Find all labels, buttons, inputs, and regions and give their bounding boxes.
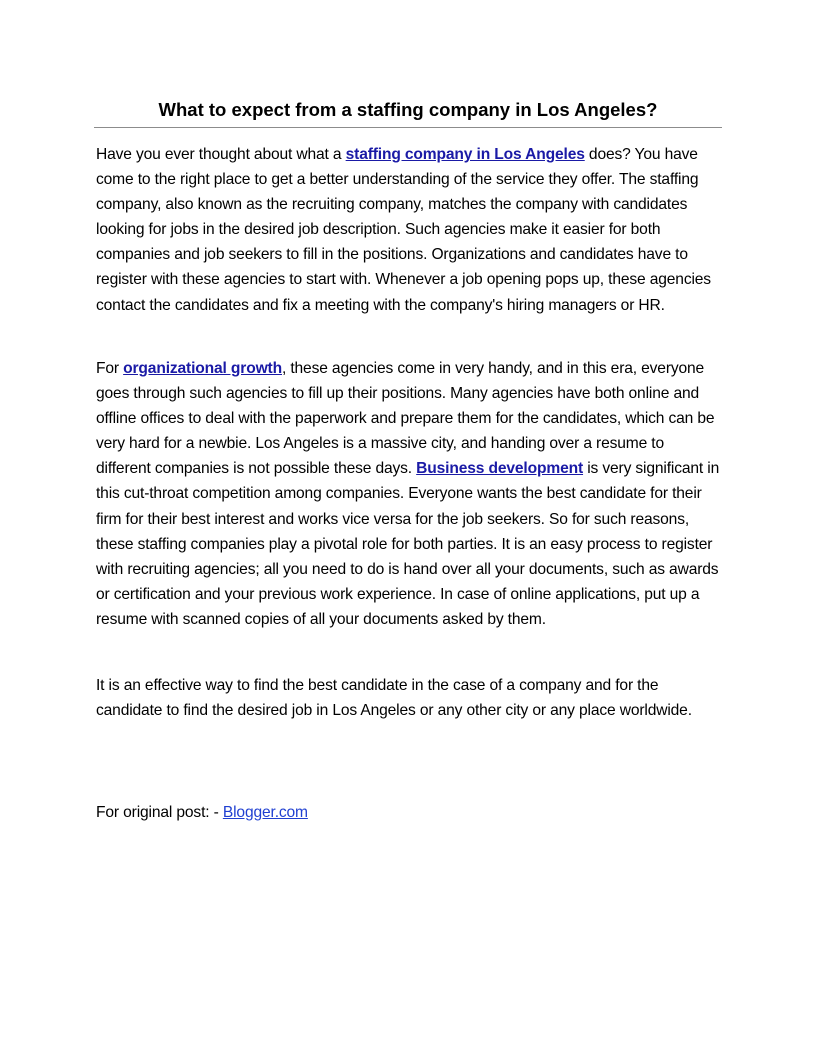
original-post-footer — [96, 800, 722, 825]
footer-label: For original post: - — [96, 804, 223, 821]
blogger-link[interactable]: Blogger.com — [222, 804, 308, 821]
organizational-growth-link[interactable]: organizational growth — [123, 360, 282, 377]
paragraph-1-body: does? You have come to the right place to get a better understanding of the service they offer. The staffing company, also known as the recruiting company, matches the company with candidates looking for jobs in the desired job description. Such agencies make it easier for both companies and job seekers to fill in the positions. Organizations and candidates have to register with these agencies to start with. Whenever a job opening pops up, these agencies contact the candidates and fix a meeting with the company's hiring managers or HR. — [96, 146, 711, 314]
paragraph-2-intro: For — [96, 360, 124, 377]
paragraph-1 — [96, 142, 722, 318]
paragraph-2-body: is very significant in this cut-throat competition among companies. Everyone wants the best candidate for their firm for their best interest and works vice versa for the job seekers. So for such reasons, these staffing companies play a pivotal role for both parties. It is an easy process to register with recruiting agencies; all you need to do is hand over all your documents, such as awards or certification and your previous work experience. In case of online applications, put up a resume with scanned copies of all your documents asked by them. — [96, 460, 720, 628]
paragraph-2 — [96, 356, 722, 632]
paragraph-2-middle: , these agencies come in very handy, and in this era, everyone goes through such agencies to fill up their positions. Many agencies have both online and offline offices to deal with the paperwork and prepare them for the candidates, which can be very hard for a newbie. Los Angeles is a massive city, and handing over a resume to different companies is not possible these days. — [96, 360, 715, 478]
paragraph-3: It is an effective way to find the best candidate in the case of a company and for the candidate to find the desired job in Los Angeles or any other city or any place worldwide. — [96, 677, 692, 720]
page-title: What to expect from a staffing company in Los Angeles? — [158, 99, 658, 120]
paragraph-1-intro: Have you ever thought about what a — [96, 146, 346, 163]
staffing-company-link[interactable]: staffing company in Los Angeles — [345, 146, 585, 163]
title-divider — [94, 127, 722, 128]
business-development-link[interactable]: Business development — [416, 460, 584, 478]
